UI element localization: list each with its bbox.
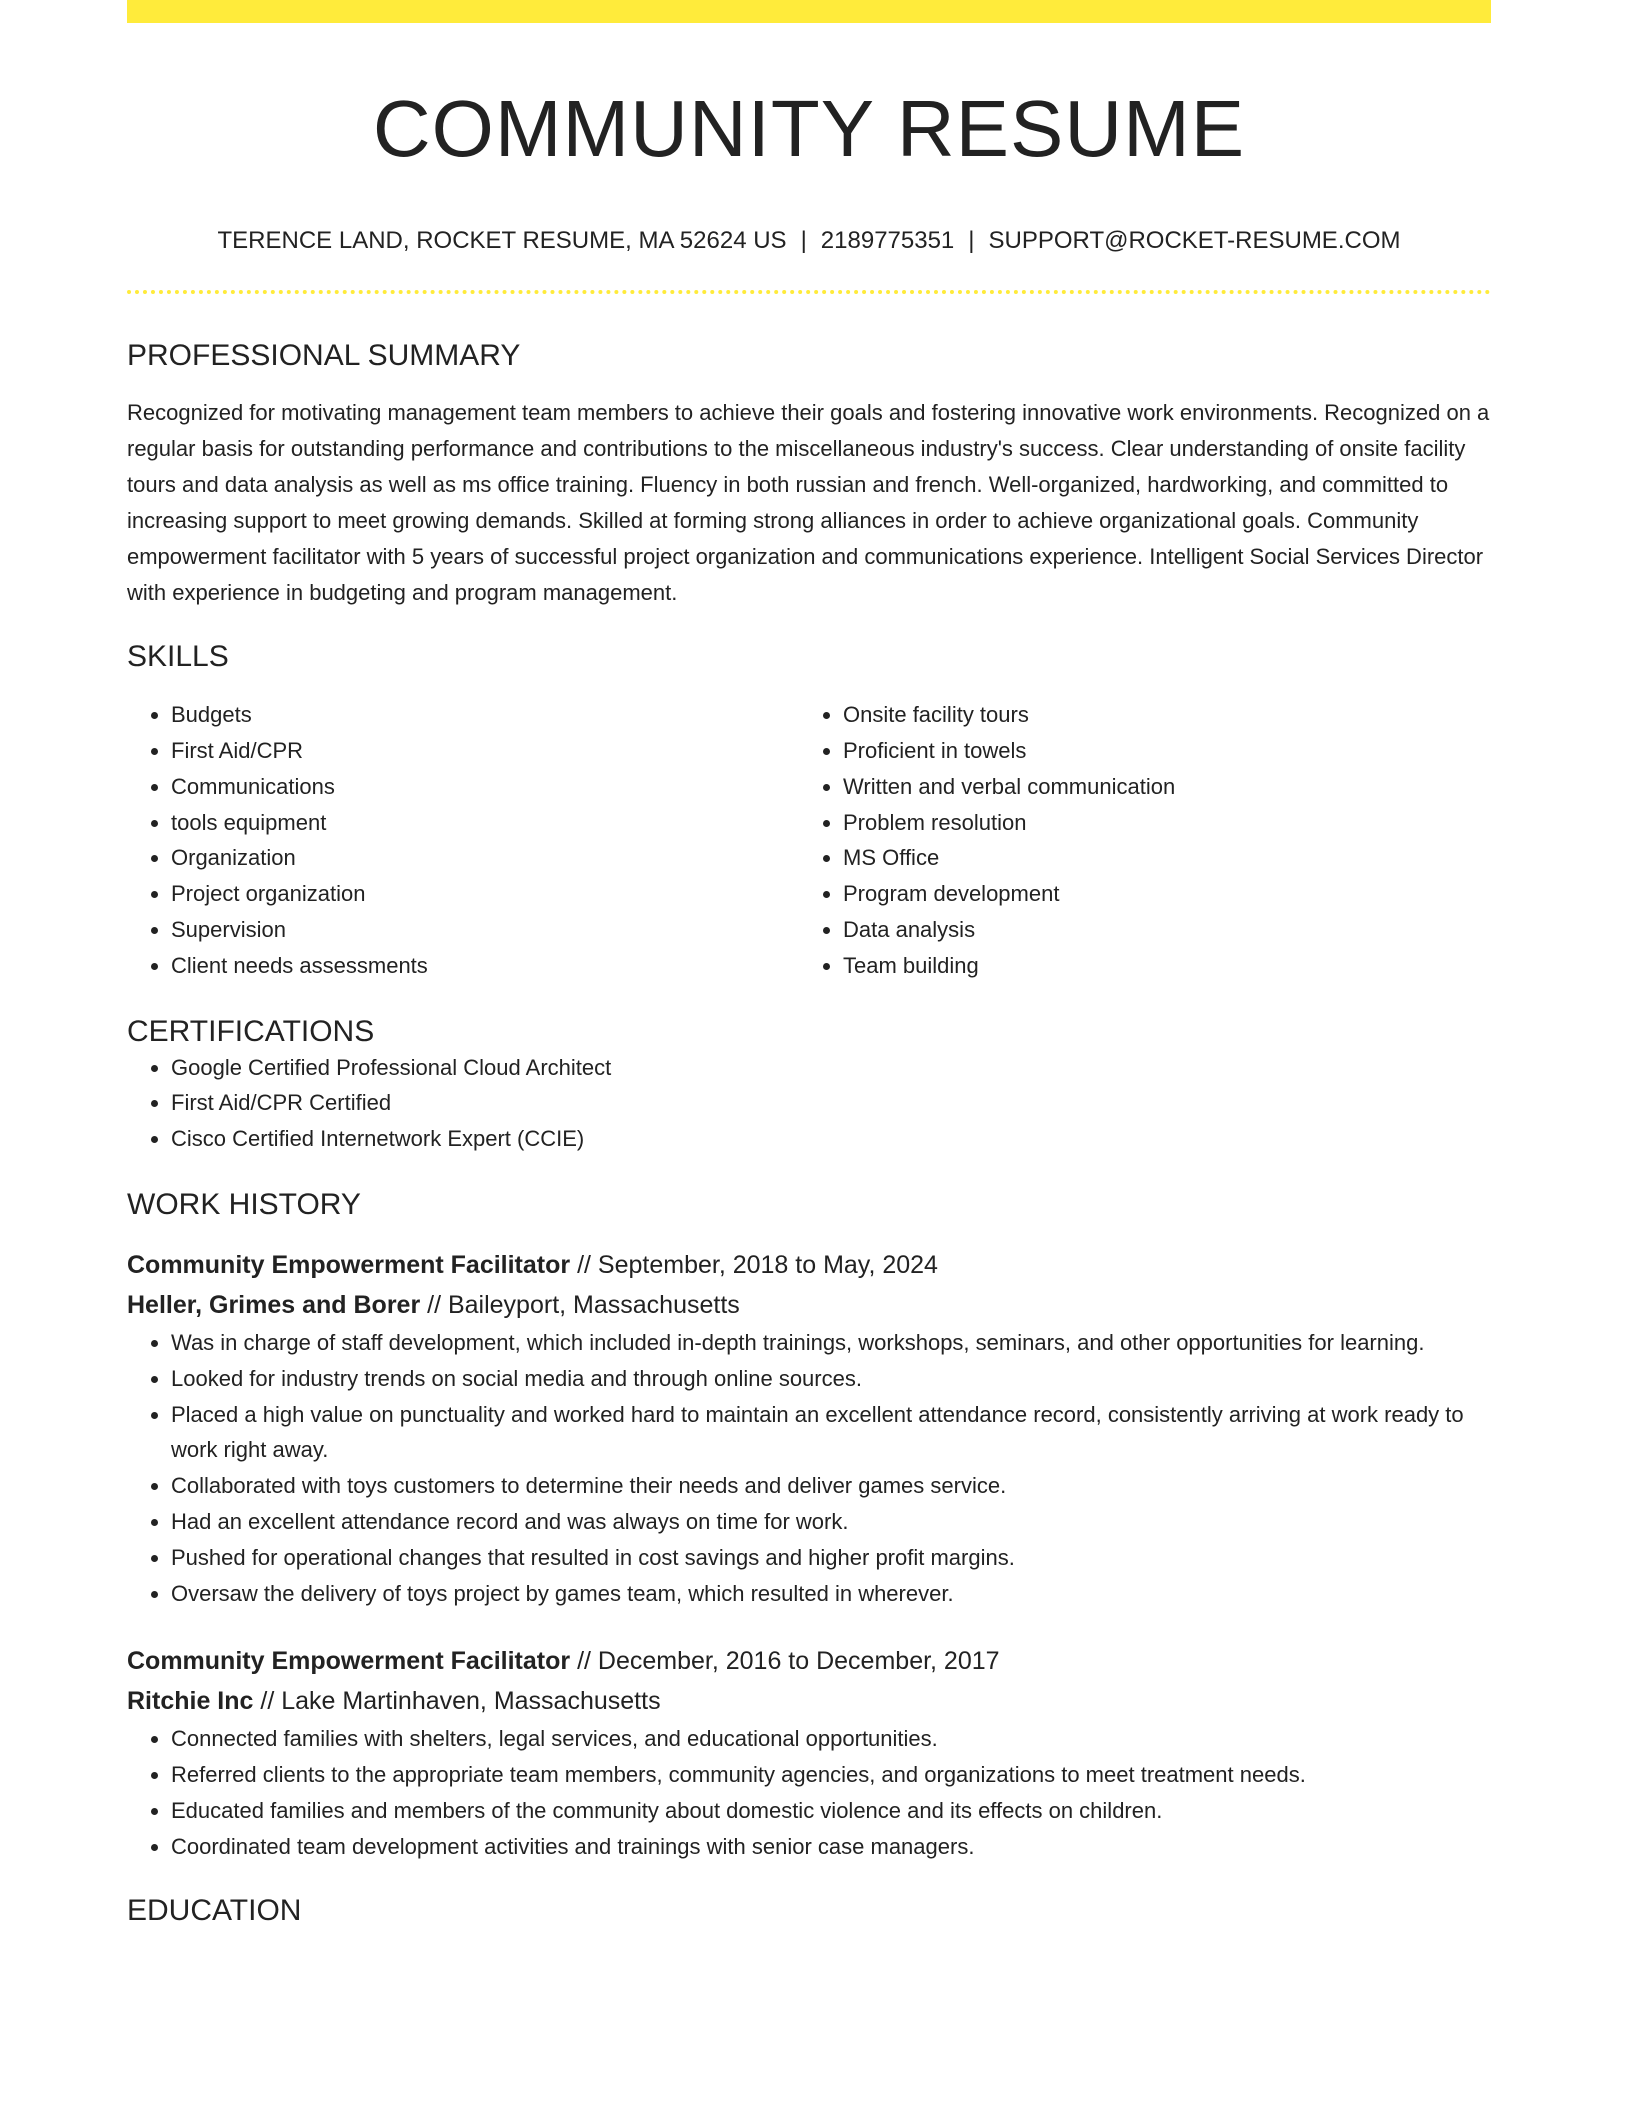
job-duty-item: • Coordinated team development activities and trainings with senior case managers. <box>171 1829 1491 1865</box>
job-duty-item: • Placed a high value on punctuality and worked hard to maintain an excellent attendance record, consistently arriving at work ready to work right away. <box>171 1397 1491 1469</box>
skill-item: • Communications <box>171 769 799 805</box>
job-location: // Lake Martinhaven, Massachusetts <box>253 1687 661 1716</box>
certification-item: • Google Certified Professional Cloud Architect <box>171 1050 1491 1086</box>
skill-item: • Onsite facility tours <box>843 697 1471 733</box>
job-duties-list <box>127 1325 1491 1611</box>
job-duties-list <box>127 1721 1491 1864</box>
job-duty-item: • Pushed for operational changes that resulted in cost savings and higher profit margins. <box>171 1540 1491 1576</box>
skill-item: • Budgets <box>171 697 799 733</box>
skills-heading: SKILLS <box>127 640 229 674</box>
skill-item: • Proficient in towels <box>843 733 1471 769</box>
work-history-heading: WORK HISTORY <box>127 1187 361 1221</box>
skills-grid <box>127 697 1491 983</box>
job-title-line <box>127 1245 1491 1285</box>
job-company-line <box>127 1285 1491 1325</box>
job-duty-item: • Oversaw the delivery of toys project by games team, which resulted in wherever. <box>171 1576 1491 1612</box>
skill-item: • tools equipment <box>171 805 799 841</box>
job-duty-item: • Connected families with shelters, legal services, and educational opportunities. <box>171 1721 1491 1757</box>
job-title-line <box>127 1641 1491 1681</box>
skill-item: • First Aid/CPR <box>171 733 799 769</box>
job-company: Heller, Grimes and Borer <box>127 1290 421 1319</box>
contact-line <box>127 225 1491 256</box>
job-duty-item: • Looked for industry trends on social media and through online sources. <box>171 1361 1491 1397</box>
certification-item: • First Aid/CPR Certified <box>171 1085 1491 1121</box>
skill-item: • Project organization <box>171 876 799 912</box>
skill-item: • Organization <box>171 840 799 876</box>
accent-bar <box>127 0 1491 23</box>
skill-item: • Client needs assessments <box>171 948 799 984</box>
skills-list-right <box>799 697 1471 983</box>
job-location: // Baileyport, Massachusetts <box>420 1290 740 1319</box>
summary-heading: PROFESSIONAL SUMMARY <box>127 339 521 373</box>
skill-item: • Program development <box>843 876 1471 912</box>
skill-item: • Written and verbal communication <box>843 769 1471 805</box>
job-title: Community Empowerment Facilitator <box>127 1250 571 1279</box>
job-company-line <box>127 1681 1491 1721</box>
job-dates: // December, 2016 to December, 2017 <box>570 1647 1000 1676</box>
education-heading: EDUCATION <box>127 1893 302 1927</box>
job-title: Community Empowerment Facilitator <box>127 1647 571 1676</box>
skill-item: • Supervision <box>171 912 799 948</box>
skills-column-left <box>127 697 799 983</box>
contact-phone: 2189775351 <box>820 227 955 254</box>
skill-item: • MS Office <box>843 840 1471 876</box>
contact-separator: | <box>800 227 807 254</box>
contact-address: TERENCE LAND, ROCKET RESUME, MA 52624 US <box>217 227 787 254</box>
job-dates: // September, 2018 to May, 2024 <box>570 1250 938 1279</box>
resume-title: COMMUNITY RESUME <box>372 84 1246 173</box>
job-duty-item: • Educated families and members of the community about domestic violence and its effects on children. <box>171 1793 1491 1829</box>
job-duty-item: • Collaborated with toys customers to determine their needs and deliver games service. <box>171 1468 1491 1504</box>
resume-content <box>127 23 1491 1929</box>
skill-item: • Team building <box>843 948 1471 984</box>
dotted-divider <box>127 290 1491 294</box>
skill-item: • Problem resolution <box>843 805 1471 841</box>
job-duty-item: • Had an excellent attendance record and was always on time for work. <box>171 1504 1491 1540</box>
certifications-heading: CERTIFICATIONS <box>127 1014 375 1048</box>
job-company: Ritchie Inc <box>127 1687 254 1716</box>
job-duty-item: • Was in charge of staff development, which included in-depth trainings, workshops, seminars, and other opportunities for learning. <box>171 1325 1491 1361</box>
job-duty-item: • Referred clients to the appropriate team members, community agencies, and organizations to meet treatment needs. <box>171 1757 1491 1793</box>
summary-text: Recognized for motivating management team members to achieve their goals and fostering innovative work environments. Recognized on a regular basis for outstanding performance and contributions to the miscellaneous industry's success. Clear understanding of onsite facility tours and data analysis as well as ms office training. Fluency in both russian and french. Well-organized, hardworking, and committed to increasing support to meet growing demands. Skilled at forming strong alliances in order to achieve organizational goals. Community empowerment facilitator with 5 years of successful project organization and communications experience. Intelligent Social Services Director with experience in budgeting and program management. <box>127 400 1490 606</box>
certifications-list <box>127 1050 1491 1157</box>
certification-item: • Cisco Certified Internetwork Expert (CCIE) <box>171 1121 1491 1157</box>
contact-email: SUPPORT@ROCKET-RESUME.COM <box>988 227 1401 254</box>
skill-item: • Data analysis <box>843 912 1471 948</box>
skills-list-left <box>127 697 799 983</box>
contact-separator: | <box>968 227 975 254</box>
skills-column-right <box>799 697 1471 983</box>
